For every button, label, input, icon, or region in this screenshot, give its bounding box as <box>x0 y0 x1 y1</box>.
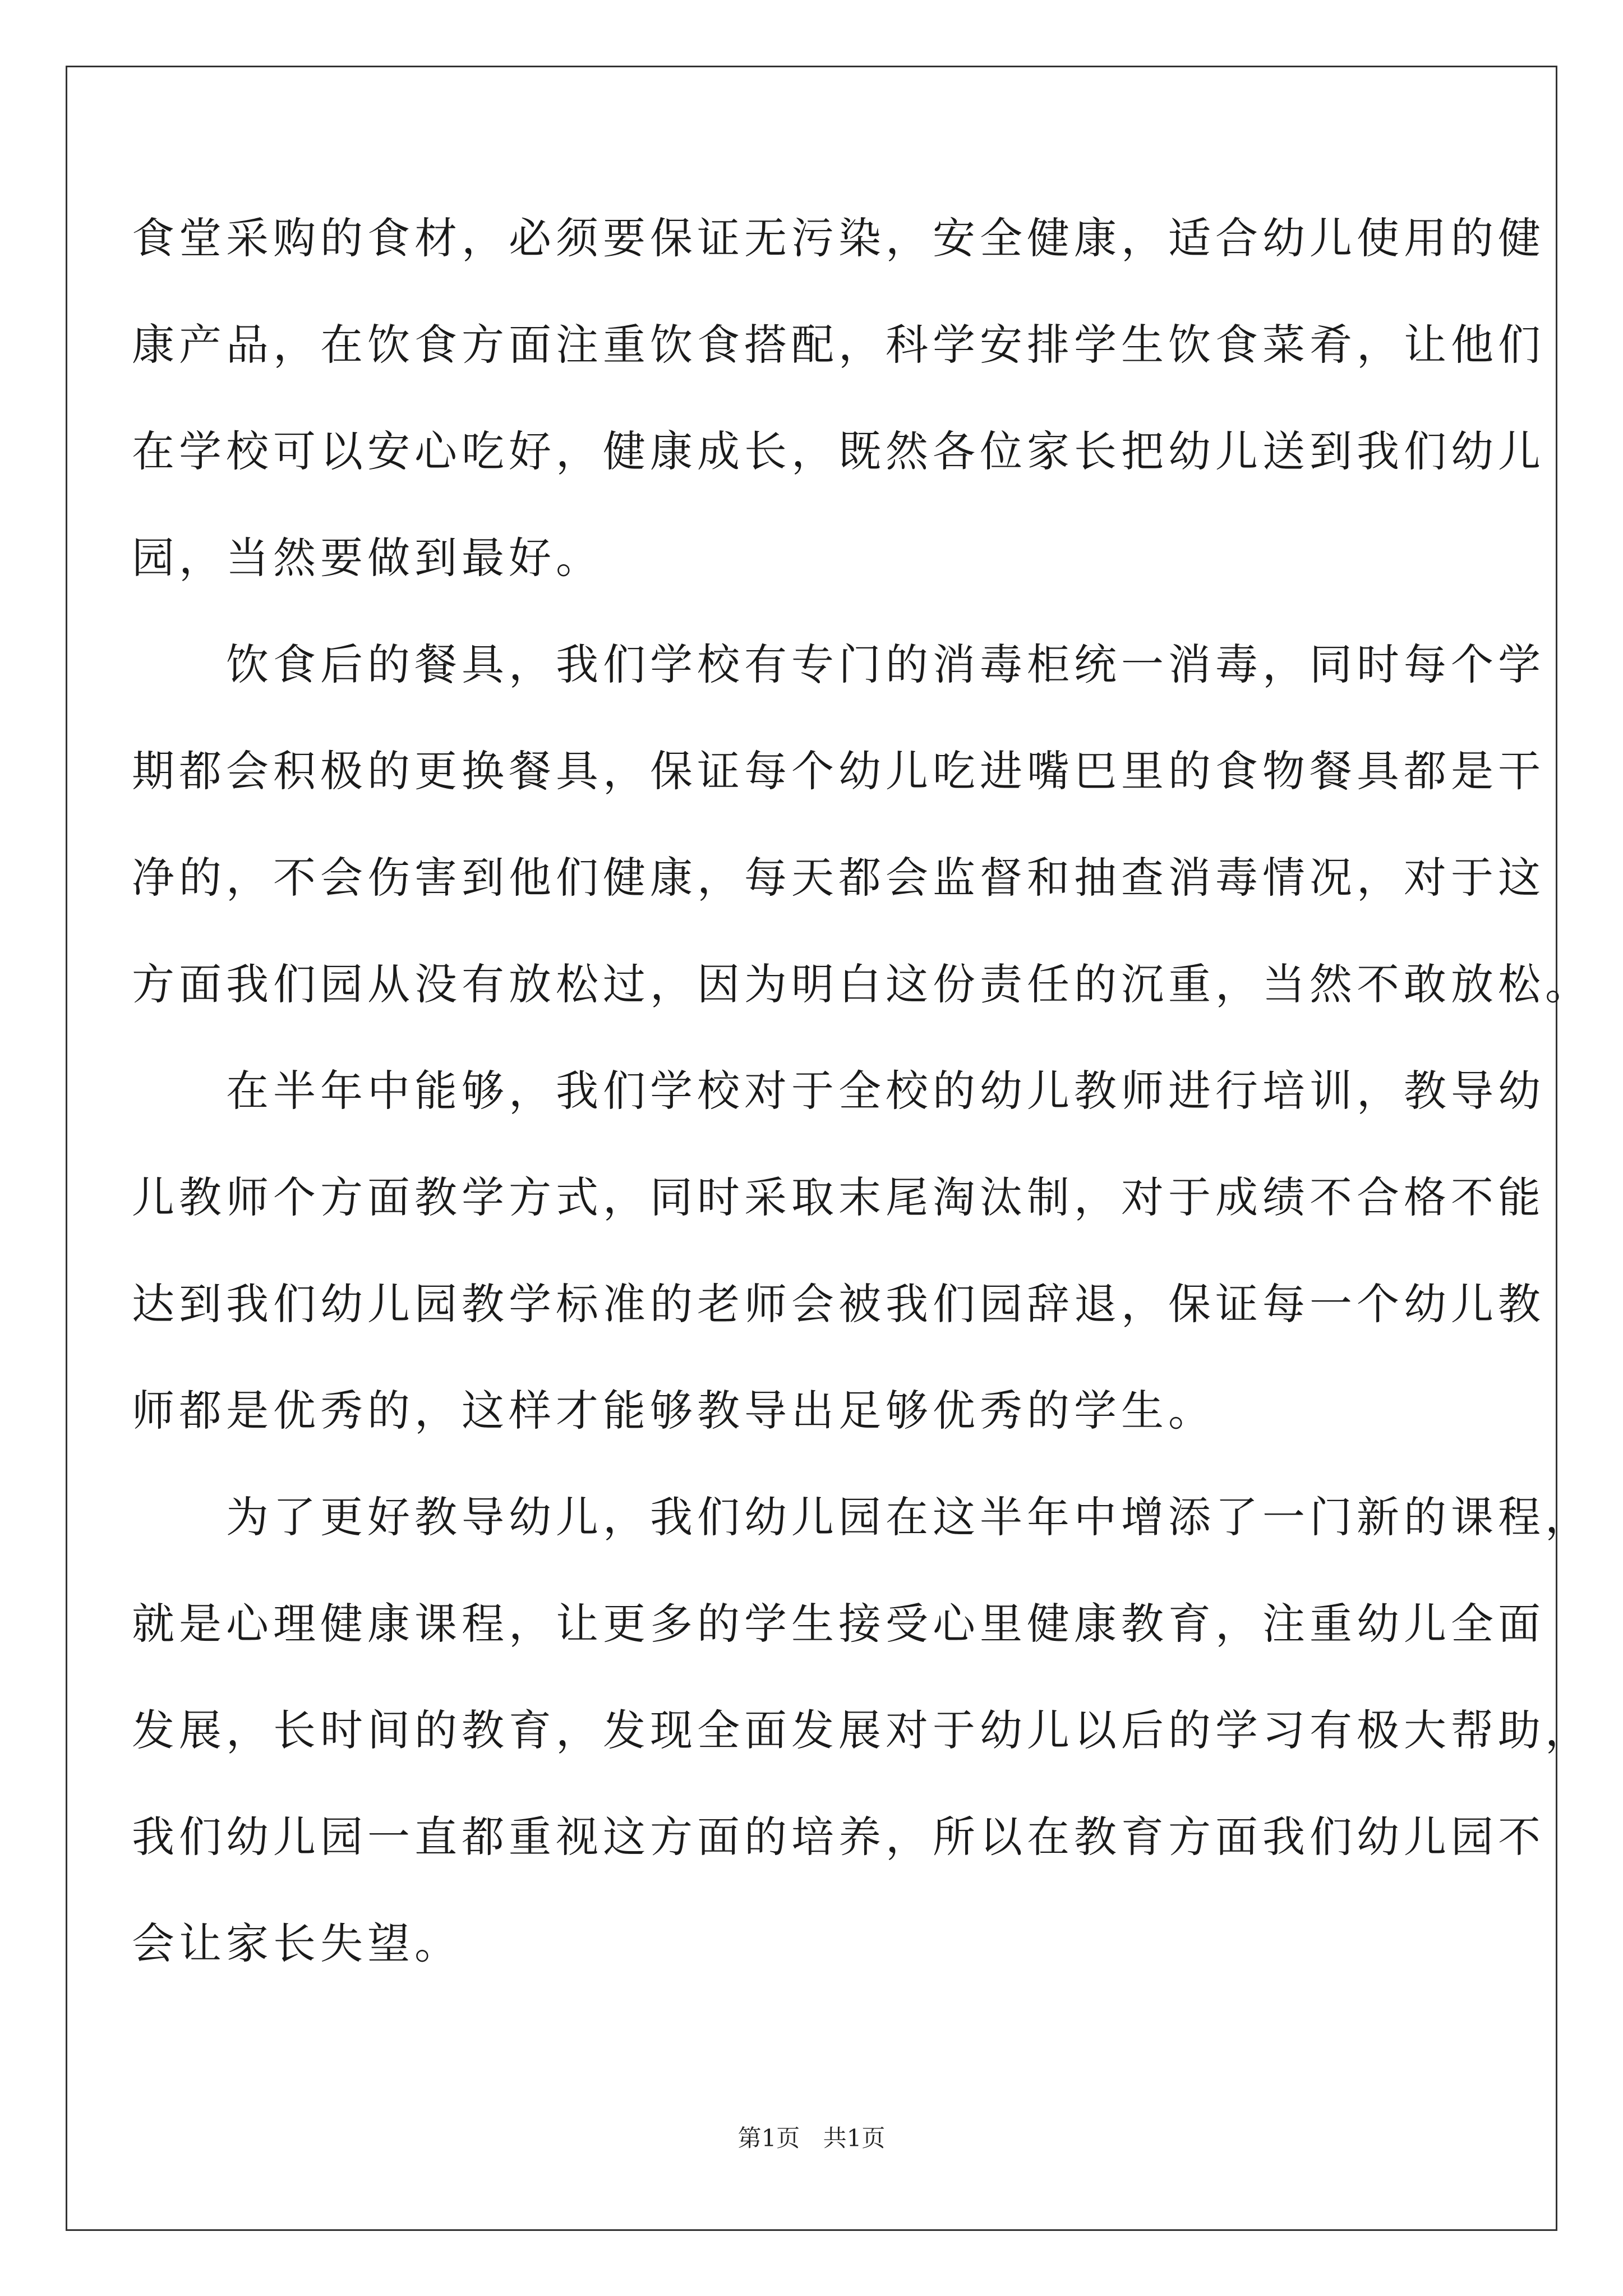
text-line: 为了更好教导幼儿，我们幼儿园在这半年中增添了一门新的课程， <box>132 1492 1592 1542</box>
page-border <box>66 66 1557 2231</box>
text-line: 达到我们幼儿园教学标准的老师会被我们园辞退，保证每一个幼儿教 <box>132 1279 1545 1329</box>
text-line: 康产品，在饮食方面注重饮食搭配，科学安排学生饮食菜肴，让他们 <box>132 320 1545 370</box>
text-line: 饮食后的餐具，我们学校有专门的消毒柜统一消毒，同时每个学 <box>132 639 1545 689</box>
text-line: 在学校可以安心吃好，健康成长，既然各位家长把幼儿送到我们幼儿 <box>132 426 1545 476</box>
text-line: 方面我们园从没有放松过，因为明白这份责任的沉重，当然不敢放松。 <box>132 959 1592 1009</box>
text-line: 园，当然要做到最好。 <box>132 533 603 583</box>
text-line: 发展，长时间的教育，发现全面发展对于幼儿以后的学习有极大帮助， <box>132 1705 1592 1755</box>
text-line: 就是心理健康课程，让更多的学生接受心里健康教育，注重幼儿全面 <box>132 1599 1545 1649</box>
text-line: 会让家长失望。 <box>132 1918 462 1968</box>
text-line: 在半年中能够，我们学校对于全校的幼儿教师进行培训，教导幼 <box>132 1066 1545 1116</box>
text-line: 期都会积极的更换餐具，保证每个幼儿吃进嘴巴里的食物餐具都是干 <box>132 746 1545 796</box>
text-line: 我们幼儿园一直都重视这方面的培养，所以在教育方面我们幼儿园不 <box>132 1812 1545 1862</box>
text-line: 儿教师个方面教学方式，同时采取末尾淘汰制，对于成绩不合格不能 <box>132 1172 1545 1222</box>
page-number-total: 共1页 <box>823 2124 886 2152</box>
text-line: 师都是优秀的，这样才能够教导出足够优秀的学生。 <box>132 1386 1215 1435</box>
text-line: 净的，不会伤害到他们健康，每天都会监督和抽查消毒情况，对于这 <box>132 853 1545 903</box>
text-line: 食堂采购的食材，必须要保证无污染，安全健康，适合幼儿使用的健 <box>132 213 1545 263</box>
page-footer <box>0 2122 1623 2155</box>
page-number-current: 第1页 <box>737 2124 800 2152</box>
